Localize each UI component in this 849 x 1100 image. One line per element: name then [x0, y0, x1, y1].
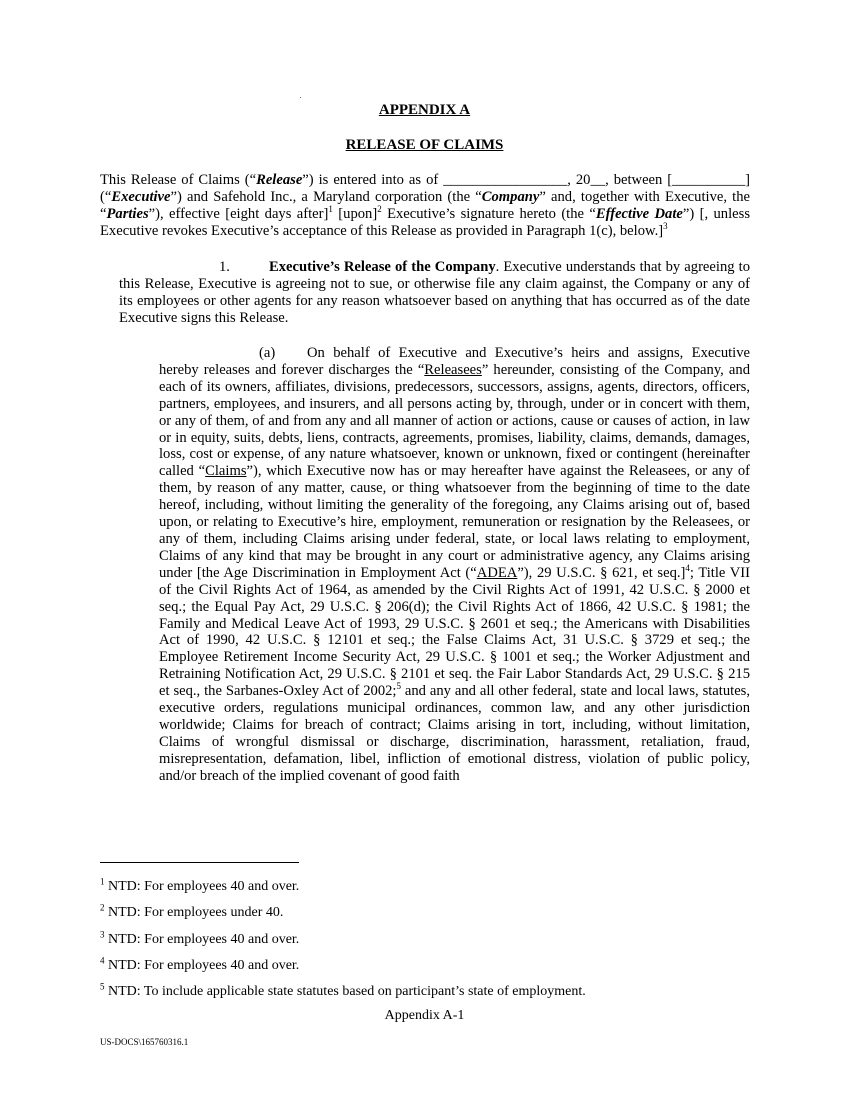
- section-1-title: Executive’s Release of the Company: [269, 259, 496, 275]
- appendix-title: APPENDIX A: [378, 102, 471, 118]
- footnote-2: $^2$ NTD: For employees under 40.: [100, 902, 284, 920]
- section-1a-paragraph: (a) On behalf of Executive and Executive’s heirs and assigns, Executive hereby releases and forever discharges the “Releasees” hereunder, consisting of the Company, and each of its owners, affiliates, divisions, predecessors, successors, assigns, agents, directors, officers, partners, employees, and insurers, and all persons acting by, through, under or in concert with them, or any of them, of and from any and all manner of action or actions, cause or causes of action, in law or in equity, suits, debts, liens, contracts, agreements, promises, liability, claims, demands, damages, loss, cost or expense, of any nature whatsoever, known or unknown, fixed or contingent (hereinafter called “Claims”), which Executive now has or may hereafter have against the Releasees, or any of them, by reason of any matter, cause, or thing whatsoever from the beginning of time to the date hereof, including, without limiting the generality of the foregoing, any Claims arising out of, based upon, or relating to Executive’s hire, employment, remuneration or resignation by the Releasees, or any of them, including Claims arising under federal, state, or local laws relating to employment, Claims of any kind that may be brought in any court or administrative agency, any Claims arising under [the Age Discrimination in Employment Act (“ADEA”), 29 U.S.C. § 621, et seq.]$^4$; Title VII of the Civil Rights Act of 1964, as amended by the Civil Rights Act of 1991, 42 U.S.C. § 2000 et seq.; the Equal Pay Act, 29 U.S.C. § 206(d); the Civil Rights Act of 1866, 42 U.S.C. § 1981; the Family and Medical Leave Act of 1993, 29 U.S.C. § 2601 et seq.; the Americans with Disabilities Act of 1990, 42 U.S.C. § 12101 et seq.; the False Claims Act, 31 U.S.C. § 3729 et seq.; the Employee Retirement Income Security Act, 29 U.S.C. § 1001 et seq.; the Worker Adjustment and Retraining Notification Act, 29 U.S.C. § 2101 et seq. the Fair Labor Standards Act, 29 U.S.C. § 215 et seq., the Sarbanes-Oxley Act of 2002;$^5$ and any and all other federal, state and local laws, statutes, executive orders, regulations municipal ordinances, common law, and any other jurisdiction worldwide; Claims for breach of contract; Claims arising in tort, including, without limitation, Claims of wrongful dismissal or discharge, discrimination, harassment, retaliation, fraud, misrepresentation, defamation, libel, infliction of emotional distress, violation of public policy, and/or breach of the implied covenant of good faith: [159, 345, 750, 784]
- footnote-3: $^3$ NTD: For employees 40 and over.: [100, 929, 300, 947]
- footnote-separator: [100, 862, 299, 863]
- footnote-4: $^4$ NTD: For employees 40 and over.: [100, 955, 300, 973]
- section-1-paragraph: 1. Executive’s Release of the Company. Executive understands that by agreeing to this Release, Executive is agreeing not to sue, or otherwise file any claim against, the Company or any of its employees or other agents for any reason whatsoever based on anything that has occurred as of the date Executive signs this Release.: [119, 259, 750, 326]
- footnote-ref-1: 1: [328, 203, 333, 214]
- defined-term-effective-date: Effective Date: [595, 205, 683, 222]
- defined-term-release: Release: [256, 172, 303, 188]
- defined-term-adea: ADEA: [476, 564, 518, 581]
- intro-paragraph: This Release of Claims (“Release”) is entered into as of _________________, 20__, between [__________] (“Executive”) and Safehold Inc., a Maryland corporation (the “Company” and, together with Executive, the “Parties”), effective [eight days after]$^1$ [upon]$^2$ Executive’s signature hereto (the “Effective Date”) [, unless Executive revokes Executive’s acceptance of this Release as provided in Paragraph 1(c), below.]$^3$: [100, 172, 750, 239]
- defined-term-company: Company: [481, 188, 540, 205]
- footnote-ref-5: 5: [396, 681, 401, 692]
- defined-term-releasees: Releasees: [424, 361, 482, 378]
- footnote-5: $^5$ NTD: To include applicable state statutes based on participant’s state of employment.: [100, 981, 586, 999]
- stray-mark: [300, 97, 301, 98]
- footnote-1: $^1$ NTD: For employees 40 and over.: [100, 876, 300, 894]
- document-id: US-DOCS\165760316.1: [100, 1037, 189, 1047]
- defined-term-claims: Claims: [205, 463, 247, 480]
- section-1-number: 1.: [219, 259, 230, 275]
- footnote-ref-3: 3: [663, 220, 668, 231]
- release-title: RELEASE OF CLAIMS: [345, 137, 504, 153]
- section-1a-label: (a): [259, 345, 276, 361]
- footnote-ref-4: 4: [685, 562, 690, 573]
- page-number: Appendix A-1: [384, 1008, 465, 1023]
- footnote-ref-2: 2: [377, 203, 382, 214]
- defined-term-parties: Parties: [106, 205, 149, 222]
- defined-term-executive: Executive: [111, 188, 171, 205]
